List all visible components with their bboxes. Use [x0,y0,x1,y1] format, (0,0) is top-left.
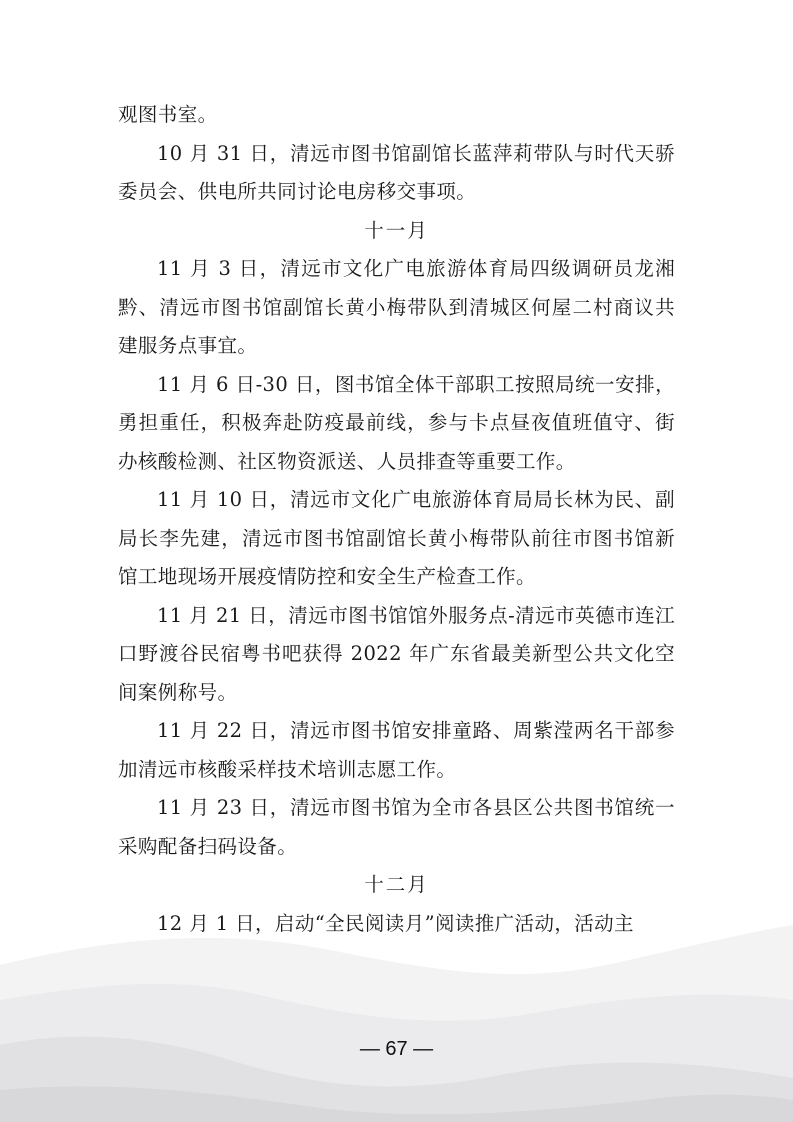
month-heading: 十一月 [364,218,429,242]
paragraph: 11 月 10 日，清远市文化广电旅游体育局局长林为民、副局长李先建，清远市图书馆副馆长黄小梅带队前往市图书馆新馆工地现场开展疫情防控和安全生产检查工作。 [118,488,675,588]
paragraph: 10 月 31 日，清远市图书馆副馆长蓝萍莉带队与时代天骄委员会、供电所共同讨论电房移交事项。 [118,141,675,203]
document-body [118,96,675,943]
paragraph: 11 月 23 日，清远市图书馆为全市各县区公共图书馆统一采购配备扫码设备。 [118,796,675,858]
paragraph: 11 月 22 日，清远市图书馆安排童路、周紫滢两名干部参加清远市核酸采样技术培训志愿工作。 [118,719,675,781]
paragraph: 12 月 1 日，启动“全民阅读月”阅读推广活动，活动主 [157,911,634,935]
paragraph: 11 月 21 日，清远市图书馆馆外服务点-清远市英德市连江口野渡谷民宿粤书吧获得 2022 年广东省最美新型公共文化空间案例称号。 [118,603,675,704]
month-heading: 十二月 [364,873,429,896]
paragraph: 观图书室。 [118,103,218,126]
page-number: — 67 — [359,1038,434,1060]
paragraph: 11 月 3 日，清远市文化广电旅游体育局四级调研员龙湘黔、清远市图书馆副馆长黄小梅带队到清城区何屋二村商议共建服务点事宜。 [118,257,675,357]
paragraph: 11 月 6 日-30 日，图书馆全体干部职工按照局统一安排，勇担重任，积极奔赴防疫最前线，参与卡点昼夜值班值守、街办核酸检测、社区物资派送、人员排查等重要工作。 [118,372,675,473]
